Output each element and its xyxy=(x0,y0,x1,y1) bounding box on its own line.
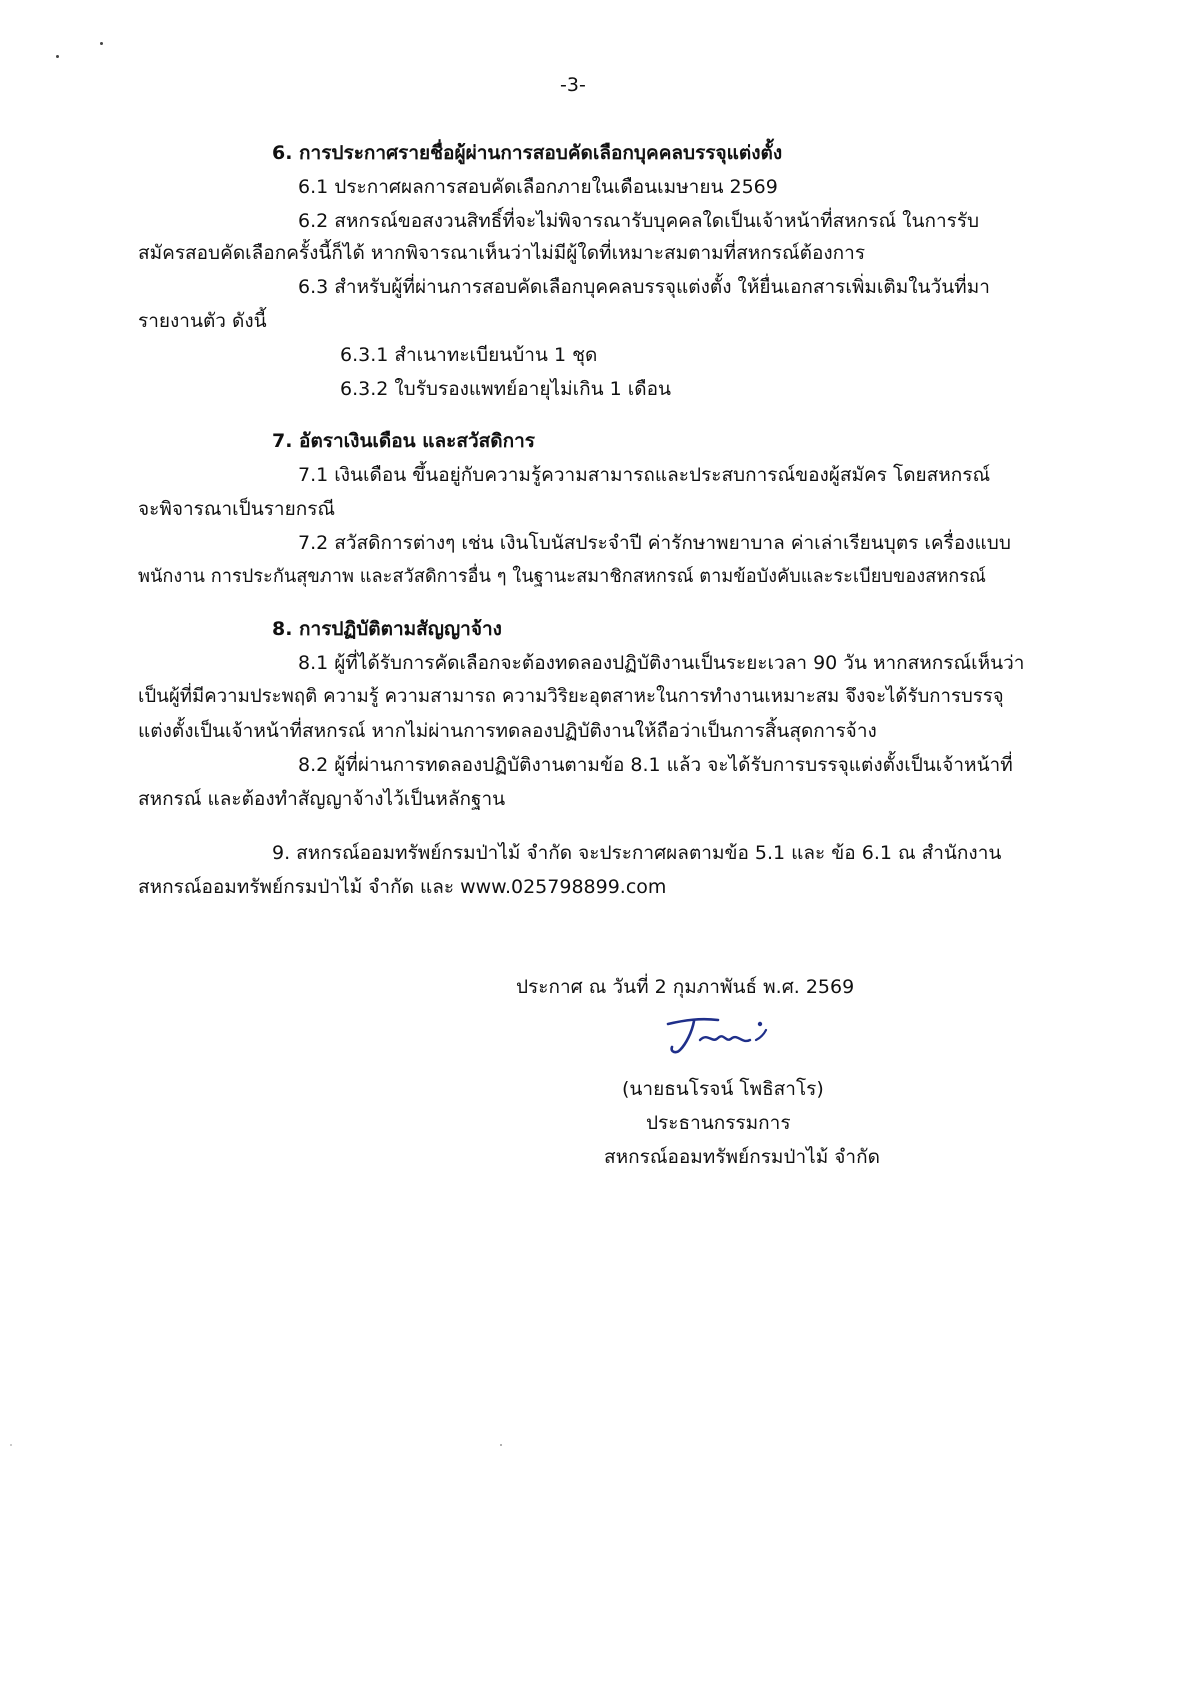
section-6-2-line-2: สมัครสอบคัดเลือกครั้งนี้ก็ได้ หากพิจารณาเห็นว่าไม่มีผู้ใดที่เหมาะสมตามที่สหกรณ์ต้องการ xyxy=(138,242,866,264)
section-6-heading: 6. การประกาศรายชื่อผู้ผ่านการสอบคัดเลือกบุคคลบรรจุแต่งตั้ง xyxy=(272,142,783,164)
section-6-1: 6.1 ประกาศผลการสอบคัดเลือกภายในเดือนเมษายน 2569 xyxy=(298,176,778,198)
section-8-2-line-1: 8.2 ผู้ที่ผ่านการทดลองปฏิบัติงานตามข้อ 8.1 แล้ว จะได้รับการบรรจุแต่งตั้งเป็นเจ้าหน้าที่ xyxy=(298,754,1013,776)
section-9-line-1: 9. สหกรณ์ออมทรัพย์กรมป่าไม้ จำกัด จะประกาศผลตามข้อ 5.1 และ ข้อ 6.1 ณ สำนักงาน xyxy=(272,842,1002,864)
section-8-1-line-1: 8.1 ผู้ที่ได้รับการคัดเลือกจะต้องทดลองปฏิบัติงานเป็นระยะเวลา 90 วัน หากสหกรณ์เห็นว่า xyxy=(298,652,1025,674)
scan-speck xyxy=(500,1444,502,1446)
section-8-2-line-2: สหกรณ์ และต้องทำสัญญาจ้างไว้เป็นหลักฐาน xyxy=(138,788,506,810)
signatory-name: (นายธนโรจน์ โพธิสาโร) xyxy=(622,1078,824,1100)
section-6-3-2: 6.3.2 ใบรับรองแพทย์อายุไม่เกิน 1 เดือน xyxy=(340,378,671,400)
section-7-1-line-2: จะพิจารณาเป็นรายกรณี xyxy=(138,498,336,520)
section-6-3-line-1: 6.3 สำหรับผู้ที่ผ่านการสอบคัดเลือกบุคคลบรรจุแต่งตั้ง ให้ยื่นเอกสารเพิ่มเติมในวันที่มา xyxy=(298,276,990,298)
scan-speck xyxy=(56,55,59,58)
section-8-1-line-3: แต่งตั้งเป็นเจ้าหน้าที่สหกรณ์ หากไม่ผ่านการทดลองปฏิบัติงานให้ถือว่าเป็นการสิ้นสุดการจ้าง xyxy=(138,720,877,742)
section-8-heading: 8. การปฏิบัติตามสัญญาจ้าง xyxy=(272,618,502,640)
section-7-2-line-2: พนักงาน การประกันสุขภาพ และสวัสดิการอื่น ๆ ในฐานะสมาชิกสหกรณ์ ตามข้อบังคับและระเบียบของสหกรณ์ xyxy=(138,566,986,587)
scan-speck xyxy=(10,1444,12,1446)
signature-image xyxy=(660,1010,780,1060)
section-6-2-line-1: 6.2 สหกรณ์ขอสงวนสิทธิ์ที่จะไม่พิจารณารับบุคคลใดเป็นเจ้าหน้าที่สหกรณ์ ในการรับ xyxy=(298,210,980,232)
section-7-heading: 7. อัตราเงินเดือน และสวัสดิการ xyxy=(272,430,535,452)
signatory-position: ประธานกรรมการ xyxy=(646,1112,791,1134)
section-7-2-line-1: 7.2 สวัสดิการต่างๆ เช่น เงินโบนัสประจำปี ค่ารักษาพยาบาล ค่าเล่าเรียนบุตร เครื่องแบบ xyxy=(298,532,1011,554)
section-6-3-1: 6.3.1 สำเนาทะเบียนบ้าน 1 ชุด xyxy=(340,344,598,366)
section-6-3-line-2: รายงานตัว ดังนี้ xyxy=(138,310,267,332)
signatory-organization: สหกรณ์ออมทรัพย์กรมป่าไม้ จำกัด xyxy=(604,1146,880,1168)
section-8-1-line-2: เป็นผู้ที่มีความประพฤติ ความรู้ ความสามารถ ความวิริยะอุตสาหะในการทำงานเหมาะสม จึงจะได้รับการบรรจุ xyxy=(138,686,1004,707)
announcement-date: ประกาศ ณ วันที่ 2 กุมภาพันธ์ พ.ศ. 2569 xyxy=(516,976,855,998)
page-number: -3- xyxy=(560,74,586,96)
scan-speck xyxy=(100,42,103,45)
section-9-line-2: สหกรณ์ออมทรัพย์กรมป่าไม้ จำกัด และ www.025798899.com xyxy=(138,876,667,898)
section-7-1-line-1: 7.1 เงินเดือน ขึ้นอยู่กับความรู้ความสามารถและประสบการณ์ของผู้สมัคร โดยสหกรณ์ xyxy=(298,464,991,486)
